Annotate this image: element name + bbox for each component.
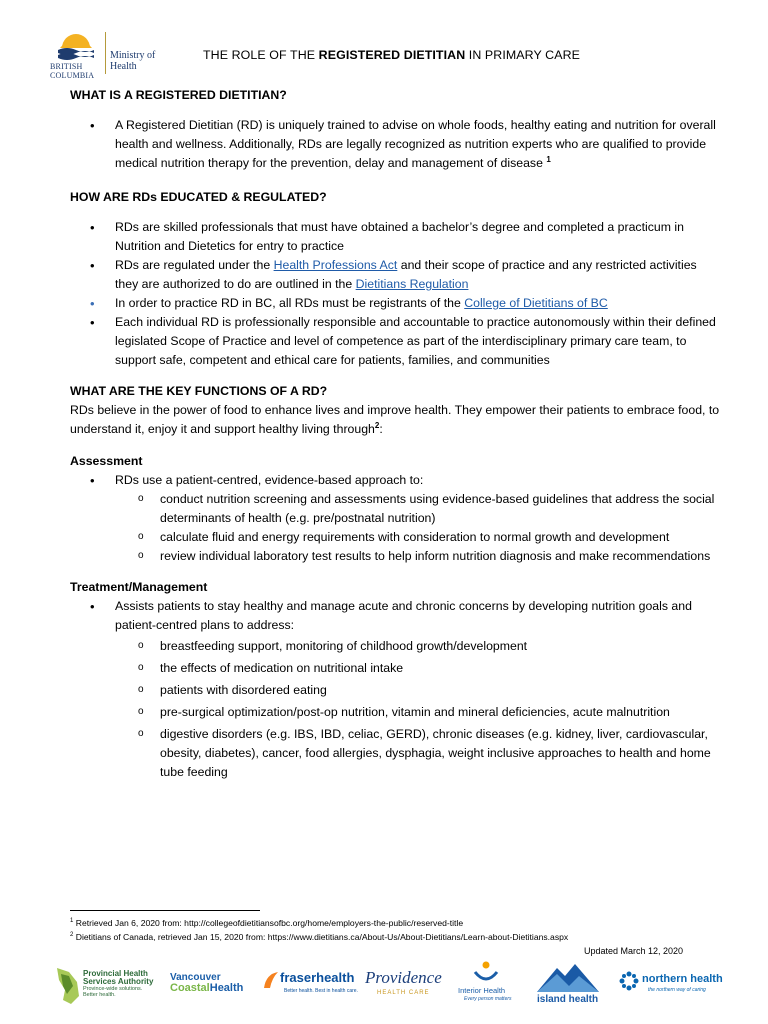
providence-logo: Providence HEALTH CARE	[365, 968, 442, 996]
ministry-wordmark: Ministry of Health	[110, 50, 156, 72]
list-item: • Assists patients to stay healthy and manage acute and chronic concerns by developing nutrition goals and patient-centred plans to address:	[70, 597, 720, 635]
assessment-list	[70, 471, 720, 490]
interior-health-figure-icon	[472, 960, 500, 984]
educated-list	[70, 218, 720, 370]
sublist-item: o review individual laboratory test results to help inform nutrition diagnosis and make recommendations	[70, 547, 720, 566]
northern-health-logo: northern health the northern way of caring	[618, 960, 718, 1010]
assessment-sublist	[70, 490, 720, 566]
footnote-2: $^2$ Dietitians of Canada, retrieved Jan 15, 2020 from: https://www.dietitians.ca/About-Us/About-Dietitians/Learn-about-Dietitians.aspx	[70, 932, 569, 942]
treatment-list	[70, 597, 720, 635]
functions-intro: RDs believe in the power of food to enhance lives and improve health. They empower their patients to embrace food, to understand it, enjoy it and support healthy living through$^2$:	[70, 403, 720, 436]
fraser-health-logo: fraserhealth Better health. Best in health care.	[262, 960, 352, 1010]
bc-wordmark: BRITISH COLUMBIA	[50, 62, 95, 80]
main-content	[70, 86, 720, 782]
heading-educated: HOW ARE RDs EDUCATED & REGULATED?	[70, 190, 327, 204]
sublist-item: o patients with disordered eating	[70, 681, 720, 700]
phsa-logo: Provincial Health Services Authority Province-wide solutions. Better health.	[55, 960, 155, 1010]
bc-map-icon	[55, 966, 81, 1006]
list-item: • RDs are regulated under the Health Professions Act and their scope of practice and any restricted activities they are authorized to do are outlined in the Dietitians Regulation	[70, 256, 720, 294]
list-item: • RDs use a patient-centred, evidence-based approach to:	[70, 471, 720, 490]
updated-date: Updated March 12, 2020	[584, 946, 684, 956]
vch-logo: Vancouver CoastalHealth	[170, 972, 244, 994]
fraser-health-mark-icon	[262, 970, 280, 990]
sublist-item: o conduct nutrition screening and assessments using evidence-based guidelines that address the social determinants of health (e.g. pre/postnatal nutrition)	[70, 490, 720, 528]
heading-functions: WHAT ARE THE KEY FUNCTIONS OF A RD?	[70, 384, 328, 398]
treatment-sublist	[70, 637, 720, 782]
list-item: • In order to practice RD in BC, all RDs must be registrants of the College of Dietitians of BC	[70, 294, 720, 313]
footnote-1: $^1$ Retrieved Jan 6, 2020 from: http://collegeofdietitiansofbc.org/home/employers-the-public/reserved-title	[70, 918, 464, 928]
sublist-item: o pre-surgical optimization/post-op nutrition, vitamin and mineral deficiencies, acute malnutrition	[70, 703, 720, 722]
logo-divider	[105, 32, 106, 74]
sublist-item: o breastfeeding support, monitoring of childhood growth/development	[70, 637, 720, 656]
heading-treatment: Treatment/Management	[70, 580, 208, 594]
island-health-logo: island health	[533, 960, 605, 1010]
heading-what-is: WHAT IS A REGISTERED DIETITIAN?	[70, 88, 287, 102]
northern-health-star-icon	[618, 970, 640, 992]
list-item: • A Registered Dietitian (RD) is uniquely trained to advise on whole foods, healthy eating and nutrition for overall health and wellness. Additionally, RDs are legally recognized as nutrition experts who are qualified to provide medical nutrition therapy for the prevention, delay and management of disease $^1$	[70, 116, 720, 173]
sublist-item: o the effects of medication on nutritional intake	[70, 659, 720, 678]
island-mountain-icon	[535, 962, 601, 994]
footnote-separator	[70, 910, 260, 911]
document-title: THE ROLE OF THE REGISTERED DIETITIAN IN PRIMARY CARE	[203, 48, 580, 62]
what-is-list	[70, 116, 720, 173]
dietitians-regulation-link[interactable]: Dietitians Regulation	[355, 277, 469, 291]
interior-health-logo: Interior Health Every person matters	[458, 960, 518, 1010]
sublist-item: o calculate fluid and energy requirements with consideration to normal growth and development	[70, 528, 720, 547]
college-of-dietitians-link[interactable]: College of Dietitians of BC	[464, 296, 608, 310]
sublist-item: o digestive disorders (e.g. IBS, IBD, celiac, GERD), chronic diseases (e.g. kidney, liver, cardiovascular, obesity, diabetes), cancer, food allergies, dysphagia, weight inclusive approaches to health and home tube feeding	[70, 725, 720, 782]
bc-ministry-logo	[50, 28, 170, 78]
list-item: • RDs are skilled professionals that must have obtained a bachelor’s degree and completed a practicum in Nutrition and Dietetics for entry to practice	[70, 218, 720, 256]
list-item: • Each individual RD is professionally responsible and accountable to practice autonomously within their defined legislated Scope of Practice and level of competence as part of the interdisciplinary primary care team, to support safe, competent and ethical care for patients, families, and communities	[70, 313, 720, 370]
heading-assessment: Assessment	[70, 454, 143, 468]
health-professions-act-link[interactable]: Health Professions Act	[273, 258, 398, 272]
